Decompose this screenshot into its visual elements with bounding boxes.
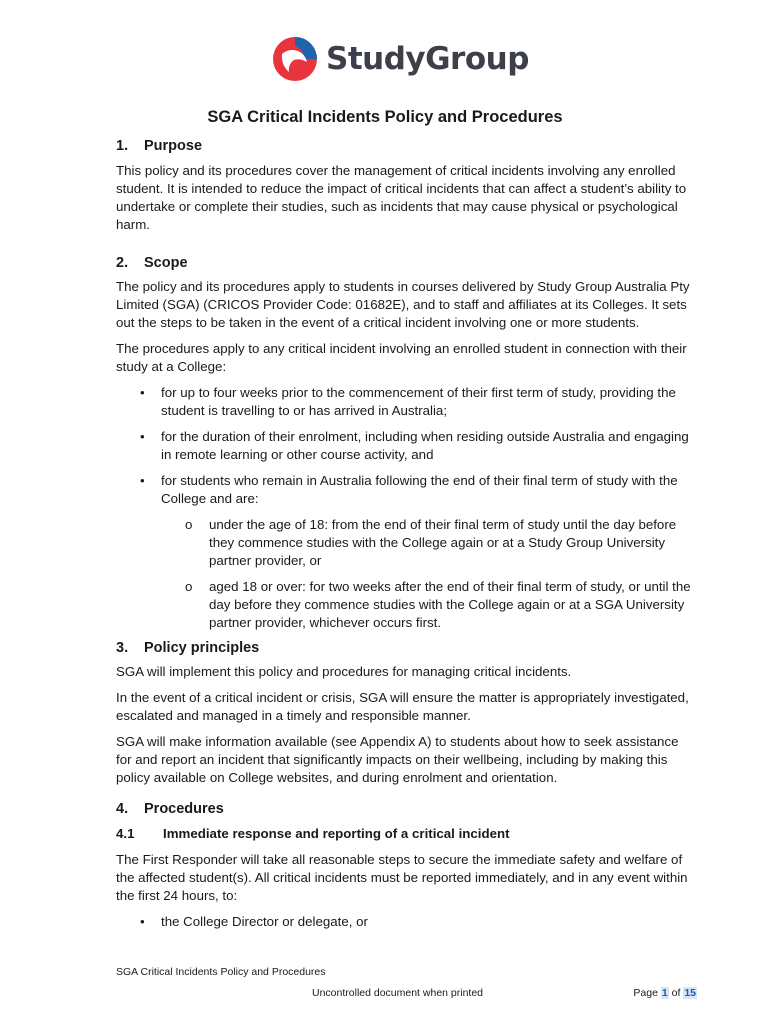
studygroup-logo <box>272 36 529 82</box>
principles-paragraph-3: SGA will make information available (see Appendix A) to students about how to seek assistance for and report an incident that significantly impacts on their wellbeing, including by making this policy available on College websites, and during enrolment and orientation. <box>116 734 679 785</box>
document-title: SGA Critical Incidents Policy and Procedures <box>207 108 563 126</box>
section-heading-scope: 2. Scope <box>116 255 188 271</box>
total-page-count: 15 <box>684 987 696 999</box>
section-procedures <box>116 799 696 931</box>
section-scope <box>116 253 696 632</box>
scope-paragraph-2: The procedures apply to any critical incident involving an enrolled student in connection with their study at a College: <box>116 341 687 374</box>
section-principles <box>116 638 696 787</box>
current-page-number: 1 <box>661 987 668 999</box>
procedures-paragraph-1: The First Responder will take all reasonable steps to secure the immediate safety and welfare of the affected student(s). All critical incidents must be reported immediately, and in any event within the first 24 hours, to: <box>116 852 688 903</box>
sub-list-item: o aged 18 or over: for two weeks after the end of their final term of study, or until the day before they commence studies with the College again or at a SGA University partner provider, whichever occurs first. <box>161 578 696 632</box>
footer-page-number: Page 1 of 15 <box>633 987 696 999</box>
purpose-paragraph: This policy and its procedures cover the management of critical incidents involving any enrolled student. It is intended to reduce the impact of critical incidents that can affect a student’s ability to undertake or complete their studies, such as incidents that may cause physical or psychological harm. <box>116 163 687 232</box>
studygroup-logo-icon <box>272 36 318 82</box>
footer-document-title: SGA Critical Incidents Policy and Procedures <box>116 966 326 978</box>
sub-list-item: o under the age of 18: from the end of their final term of study until the day before they commence studies with the College again or at a Study Group University partner provider, or <box>161 516 696 570</box>
section-heading-purpose: 1. Purpose <box>116 138 203 154</box>
list-item: • for the duration of their enrolment, including when residing outside Australia and engaging in remote learning or other course activity, and <box>116 428 696 464</box>
list-item: • the College Director or delegate, or <box>116 913 696 931</box>
list-item: • for students who remain in Australia following the end of their final term of study with the College and are: o under the age of 18: from the end of their final term of study until the day before they commence studies with the College again or at a Study Group University partner provider, or o aged 18 or over: for two weeks after the end of their final term of study, or until the day before they commence studies with the College again or at a SGA University partner provider, whichever occurs first. <box>116 472 696 632</box>
footer-uncontrolled-notice: Uncontrolled document when printed <box>312 987 484 999</box>
scope-bullet-list <box>116 384 696 632</box>
principles-paragraph-2: In the event of a critical incident or crisis, SGA will ensure the matter is appropriately investigated, escalated and managed in a timely and responsible manner. <box>116 690 689 723</box>
section-purpose <box>116 136 696 234</box>
section-heading-procedures: 4. Procedures <box>116 801 224 817</box>
procedures-bullet-list <box>116 913 696 931</box>
principles-paragraph-1: SGA will implement this policy and procedures for managing critical incidents. <box>116 664 572 679</box>
scope-paragraph-1: The policy and its procedures apply to students in courses delivered by Study Group Australia Pty Limited (SGA) (CRICOS Provider Code: 01682E), and to staff and affiliates at its Colleges. It sets out the steps to be taken in the event of a critical incident involving one or more students. <box>116 279 690 330</box>
list-item: • for up to four weeks prior to the commencement of their first term of study, providing the student is travelling to or has arrived in Australia; <box>116 384 696 420</box>
document-body <box>116 136 696 931</box>
scope-sub-list <box>161 516 696 632</box>
logo-wordmark: StudyGroup <box>326 41 529 77</box>
section-heading-principles: 3. Policy principles <box>116 640 260 656</box>
subsection-heading-4-1: 4.1 Immediate response and reporting of a critical incident <box>116 826 510 841</box>
